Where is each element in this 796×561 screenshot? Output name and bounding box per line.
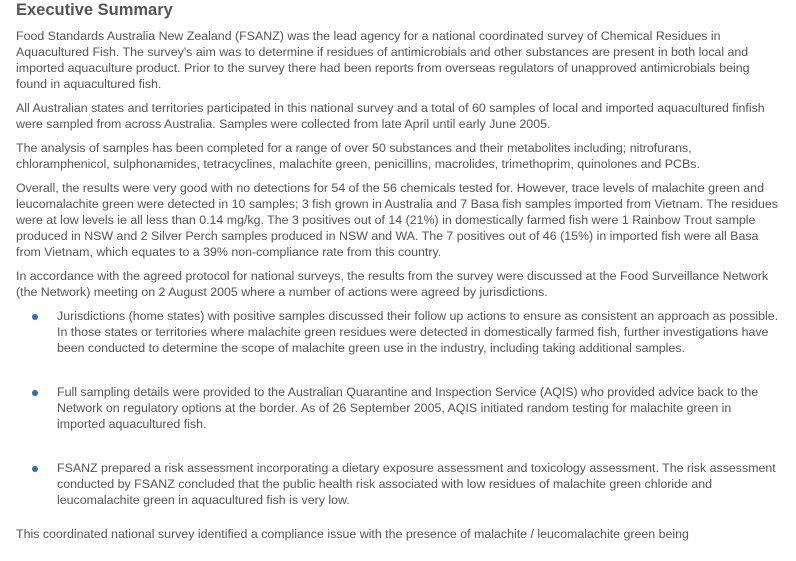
paragraph-results: Overall, the results were very good with no detections for 54 of the 56 chemicals tested for. However, trace levels of malachite green and leucomalachite green were detected in 10 samples; 3 fish grown in Australia and 7 Basa fish samples imported from Vietnam. The residues were at low levels ie all less than 0.14 mg/kg. The 3 positives out of 14 (21%) in domestically farmed fish were 1 Rainbow Trout sample produced in NSW and 2 Silver Perch samples produced in NSW and WA. The 7 positives out of 46 (15%) in imported fish were all Basa from Vietnam, which equates to a 39% non-compliance rate from this country. [16, 181, 778, 259]
paragraph-closing: This coordinated national survey identified a compliance issue with the presence of malachite / leucomalachite green being [16, 527, 689, 541]
bullet-dot-icon [32, 466, 38, 472]
page-title: Executive Summary [16, 1, 173, 19]
actions-list [16, 308, 782, 508]
list-item-text: FSANZ prepared a risk assessment incorporating a dietary exposure assessment and toxicology assessment. The risk assessment conducted by FSANZ concluded that the public health risk associated with low residues of malachite green chloride and leucomalachite green in aquacultured fish is very low. [57, 461, 776, 507]
list-item-text: Jurisdictions (home states) with positive samples discussed their follow up actions to ensure as consistent an approach as possible. In those states or territories where malachite green residues were detected in domestically farmed fish, further investigations have been conducted to determine the scope of malachite green use in the industry, including taking additional samples. [57, 309, 779, 355]
bullet-dot-icon [32, 390, 38, 396]
paragraph-participation: All Australian states and territories participated in this national survey and a total of 60 samples of local and imported aquacultured finfish were sampled from across Australia. Samples were collected from late April until early June 2005. [16, 101, 765, 131]
list-item-text: Full sampling details were provided to the Australian Quarantine and Inspection Service (AQIS) who provided advice back to the Network on regulatory options at the border. As of 26 September 2005, AQIS initiated random testing for malachite green in imported aquacultured fish. [57, 385, 759, 431]
list-item [16, 308, 782, 356]
list-item [16, 384, 782, 432]
paragraph-intro: Food Standards Australia New Zealand (FSANZ) was the lead agency for a national coordinated survey of Chemical Residues in Aquacultured Fish. The survey's aim was to determine if residues of antimicrobials and other substances are present in both local and imported aquaculture product. Prior to the survey there had been reports from overseas regulators of unapproved antimicrobials being found in aquacultured fish. [16, 29, 750, 91]
bullet-dot-icon [32, 314, 38, 320]
list-item [16, 460, 782, 508]
paragraph-protocol: In accordance with the agreed protocol for national surveys, the results from the survey were discussed at the Food Surveillance Network (the Network) meeting on 2 August 2005 where a number of actions were agreed by jurisdictions. [16, 269, 769, 299]
paragraph-analysis: The analysis of samples has been completed for a range of over 50 substances and their metabolites including; nitrofurans, chloramphenicol, sulphonamides, tetracyclines, malachite green, penicillins, macrolides, trimethoprim, quinolones and PCBs. [16, 141, 700, 171]
